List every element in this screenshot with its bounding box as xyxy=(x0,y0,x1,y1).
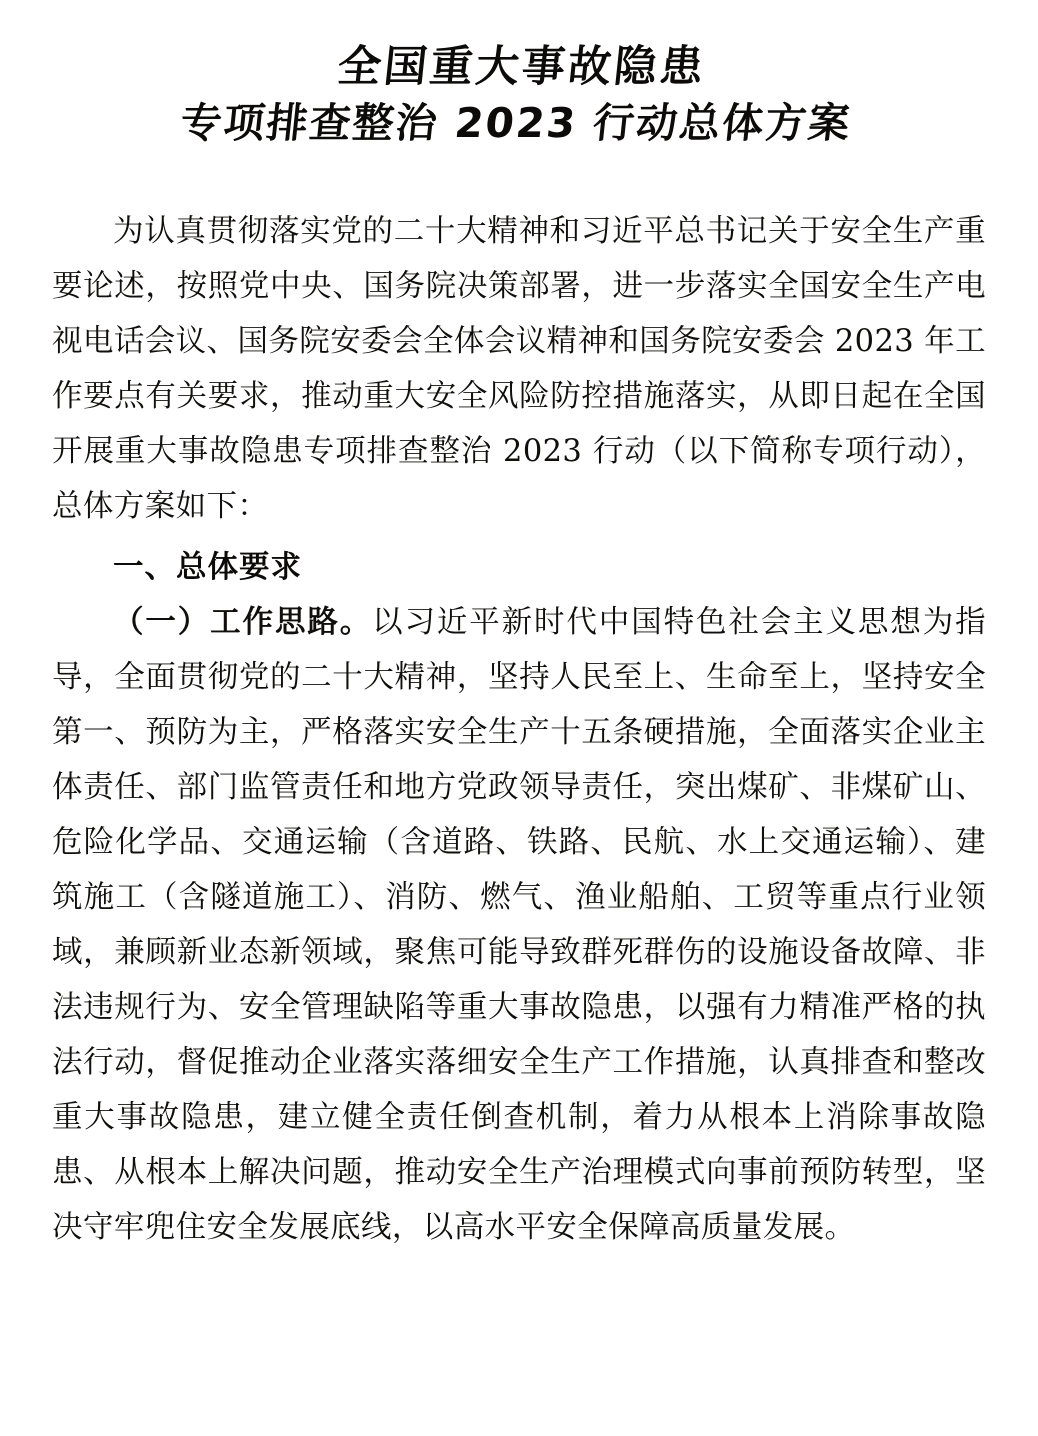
section-heading-overall-requirements: 一、总体要求 xyxy=(113,550,302,586)
subsection-body-text: 以习近平新时代中国特色社会主义思想为指导，全面贯彻党的二十大精神，坚持人民至上、生命至上，坚持安全第一、预防为主，严格落实安全生产十五条硬措施，全面落实企业主体责任、部门监管责任和地方党政领导责任，突出煤矿、非煤矿山、危险化学品、交通运输（含道路、铁路、民航、水上交通运输）、建筑施工（含隧道施工）、消防、燃气、渔业船舶、工贸等重点行业领域，兼顾新业态新领域，聚焦可能导致群死群伤的设施设备故障、非法违规行为、安全管理缺陷等重大事故隐患，以强有力精准严格的执法行动，督促推动企业落实落细安全生产工作措施，认真排查和整改重大事故隐患，建立健全责任倒查机制，着力从根本上消除事故隐患、从根本上解决问题，推动安全生产治理模式向事前预防转型，坚决守牢兜住安全发展底线，以高水平安全保障高质量发展。 xyxy=(52,605,986,1246)
subsection-lead-label: （一）工作思路。 xyxy=(113,605,373,641)
paragraph-work-approach xyxy=(52,595,986,1255)
paragraph-preamble: 为认真贯彻落实党的二十大精神和习近平总书记关于安全生产重要论述，按照党中央、国务院决策部署，进一步落实全国安全生产电视电话会议、国务院安委会全体会议精神和国务院安委会 2023 年工作要点有关要求，推动重大安全风险防控措施落实，从即日起在全国开展重大事故隐患专项排查整治 2023 行动（以下简称专项行动），总体方案如下： xyxy=(52,214,986,525)
document-body xyxy=(52,204,986,1255)
document-title-line-1: 全国重大事故隐患 xyxy=(335,42,709,92)
document-title-line-2: 专项排查整治 2023 行动总体方案 xyxy=(178,99,854,148)
document-title xyxy=(46,38,992,152)
